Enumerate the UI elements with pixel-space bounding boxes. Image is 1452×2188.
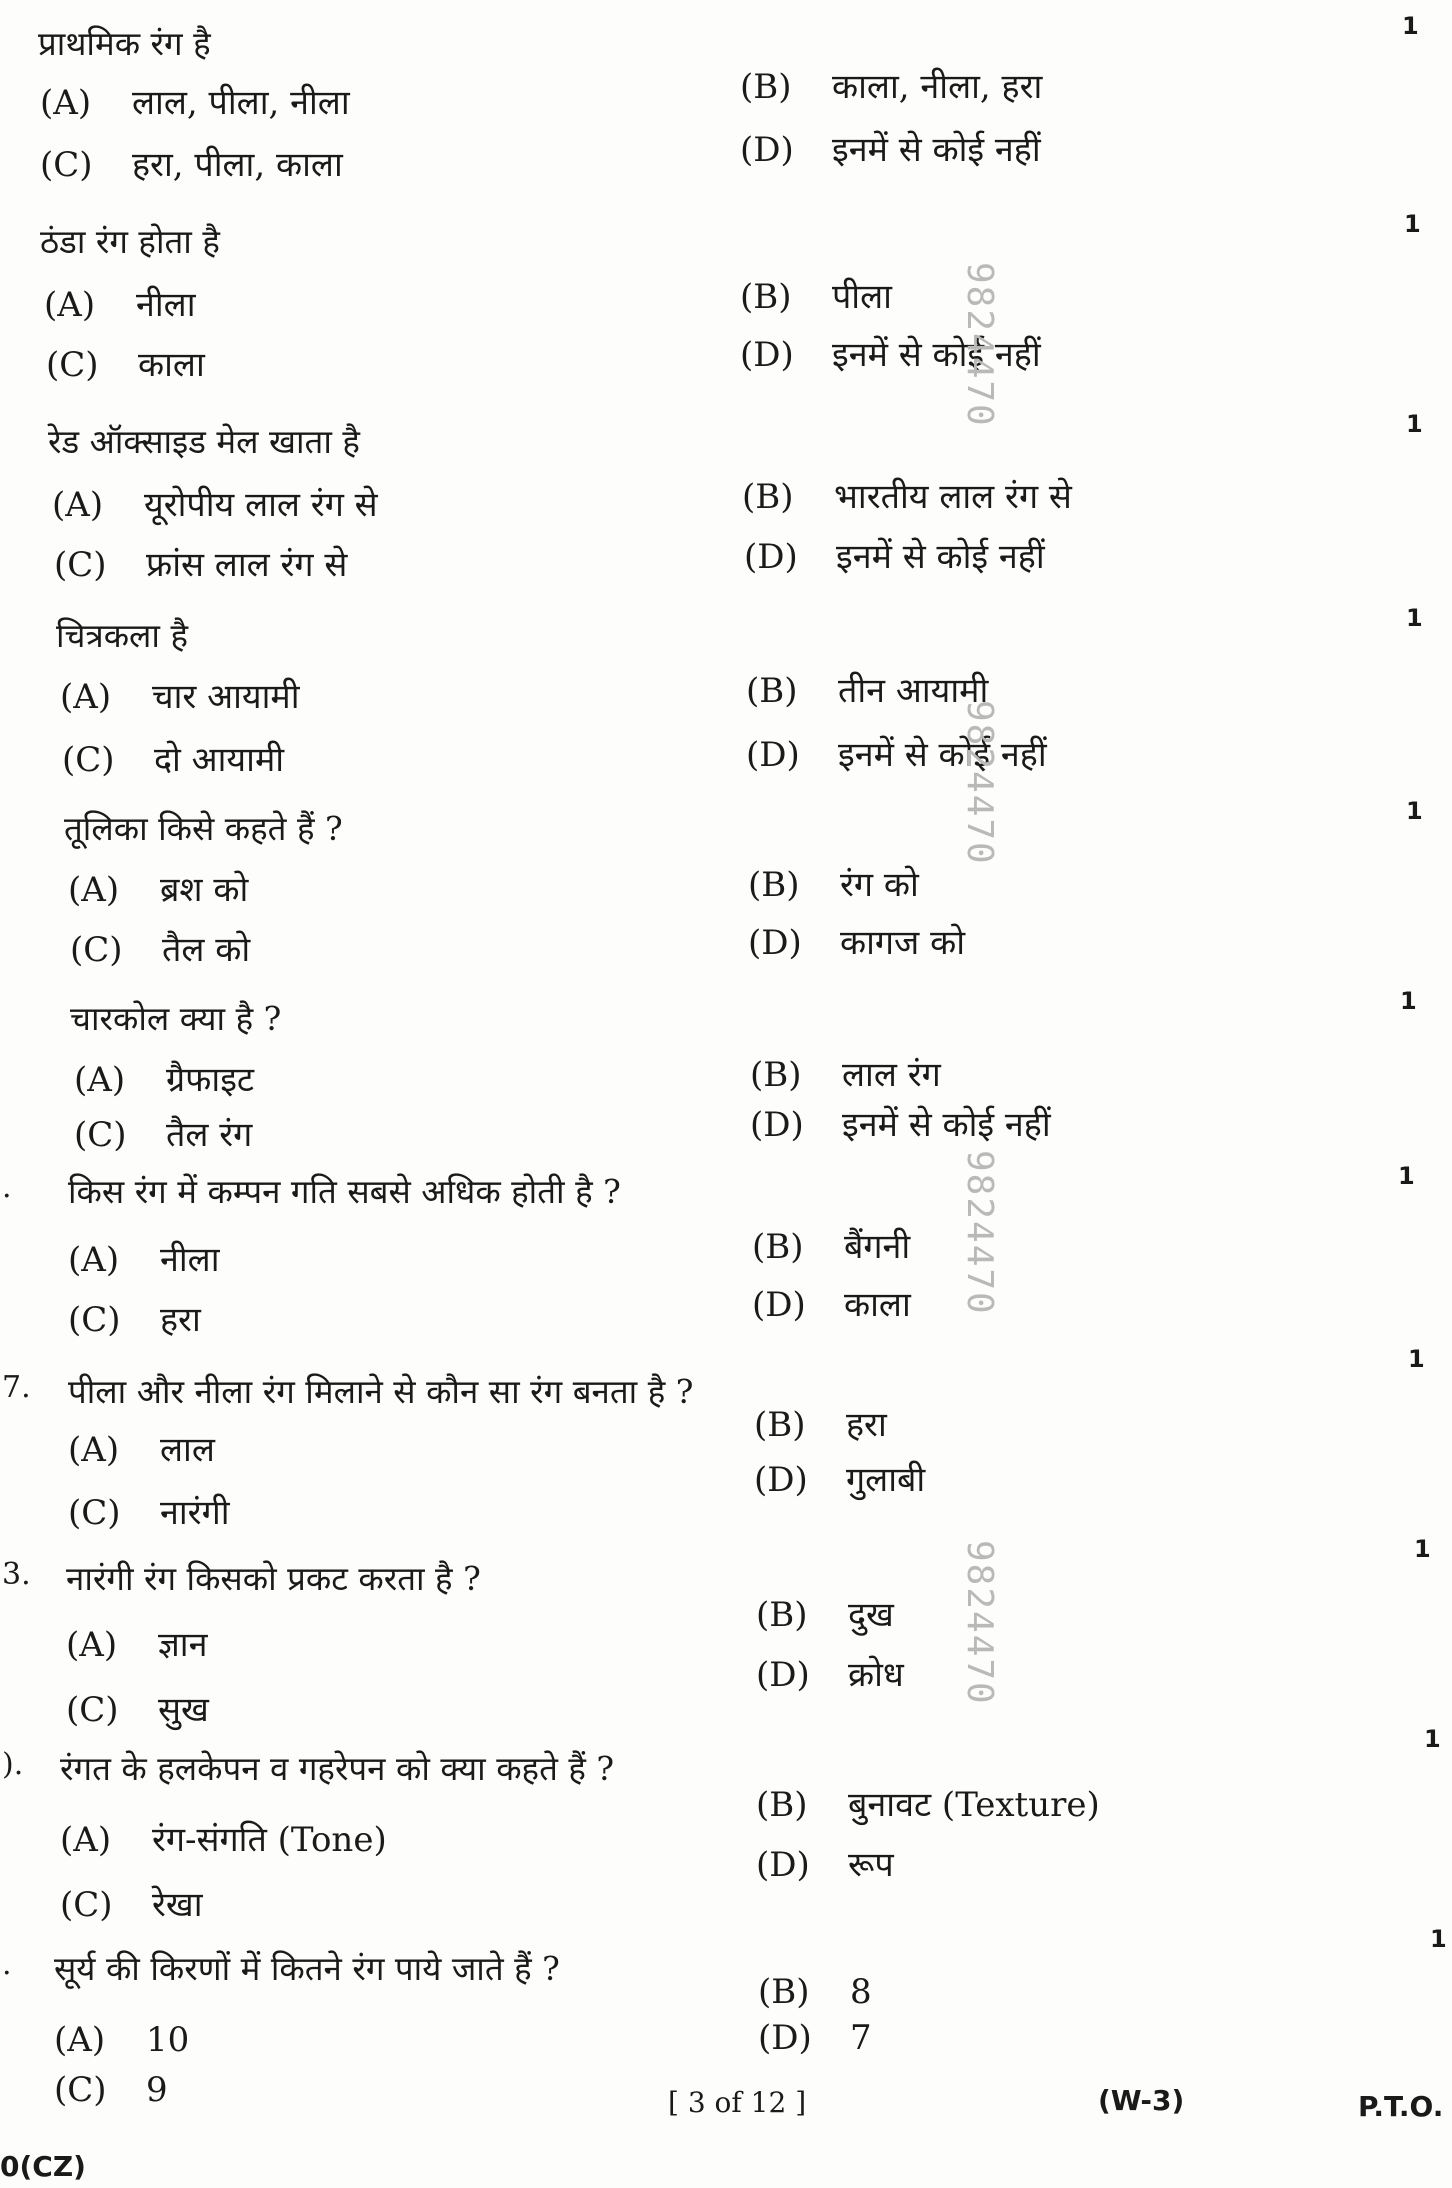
option-a [68, 1235, 220, 1281]
question-number: . [2, 1170, 12, 1205]
watermark-stamp: 9824470 [959, 1150, 1000, 1316]
option-d [758, 2018, 872, 2058]
option-label: (D) [740, 335, 794, 375]
option-text: फ्रांस लाल रंग से [146, 545, 348, 585]
option-d [754, 1455, 925, 1501]
option-label: (B) [740, 67, 792, 107]
option-text: इनमें से कोई नहीं [836, 537, 1045, 577]
option-text: काला [138, 345, 205, 385]
option-label: (D) [748, 923, 802, 963]
option-d [740, 125, 1041, 171]
option-c [54, 540, 347, 586]
option-text: तैल को [162, 930, 251, 970]
option-text: बैंगनी [844, 1227, 911, 1267]
question-number: 3. [2, 1557, 31, 1592]
option-text: काला, नीला, हरा [832, 67, 1043, 107]
option-text: नारंगी [160, 1493, 230, 1533]
option-label: (D) [754, 1460, 808, 1500]
question-marks: 1 [1400, 987, 1417, 1015]
option-a [40, 78, 350, 124]
option-text: नीला [136, 285, 196, 325]
option-c [70, 925, 250, 971]
option-text: क्रोध [848, 1655, 904, 1695]
option-label: (C) [68, 1493, 121, 1533]
option-label: (B) [756, 1785, 808, 1825]
option-label: (B) [758, 1972, 810, 2012]
option-label: (B) [752, 1227, 804, 1267]
option-c [54, 2070, 168, 2110]
option-label: (B) [750, 1055, 802, 1095]
question-number: ). [2, 1747, 24, 1782]
option-text: काला [844, 1285, 911, 1325]
option-c [68, 1295, 201, 1341]
option-label: (D) [746, 735, 800, 775]
question-text: तूलिका किसे कहते हैं ? [64, 809, 343, 848]
question-marks: 1 [1406, 604, 1423, 632]
option-label: (C) [54, 545, 107, 585]
option-a [74, 1055, 254, 1101]
option-text: ज्ञान [158, 1625, 208, 1665]
question-text: सूर्य की किरणों में कितने रंग पाये जाते हैं ? [54, 1949, 560, 1988]
option-label: (D) [758, 2018, 812, 2058]
option-text: हरा, पीला, काला [132, 145, 343, 185]
option-label: (C) [70, 930, 123, 970]
question-marks: 1 [1406, 410, 1423, 438]
option-text: 8 [850, 1972, 872, 2012]
option-label: (A) [44, 285, 96, 325]
option-d [752, 1280, 911, 1326]
option-label: (D) [740, 130, 794, 170]
watermark-stamp: 9824470 [959, 262, 1000, 428]
option-label: (A) [60, 1820, 112, 1860]
option-text: हरा [846, 1405, 887, 1445]
option-a [52, 480, 378, 526]
option-text: पीला [832, 277, 892, 317]
question-marks: 1 [1398, 1162, 1415, 1190]
option-text: ब्रश को [160, 870, 249, 910]
question-text: चारकोल क्या है ? [70, 999, 282, 1038]
option-text: चार आयामी [152, 677, 300, 717]
option-text: गुलाबी [846, 1460, 926, 1500]
option-label: (D) [756, 1845, 810, 1885]
question-marks: 1 [1406, 797, 1423, 825]
question-marks: 1 [1402, 12, 1419, 40]
option-text: बुनावट (Texture) [848, 1785, 1100, 1825]
option-d [746, 730, 1047, 776]
option-label: (A) [68, 1430, 120, 1470]
option-text: तैल रंग [166, 1115, 253, 1155]
option-label: (C) [60, 1885, 113, 1925]
option-label: (B) [740, 277, 792, 317]
option-d [744, 532, 1045, 578]
option-a [68, 1425, 215, 1471]
option-d [756, 1840, 894, 1886]
option-text: इनमें से कोई नहीं [832, 335, 1041, 375]
question-text: प्राथमिक रंग है [38, 24, 211, 63]
option-label: (A) [40, 83, 92, 123]
option-label: (D) [750, 1105, 804, 1145]
option-b [740, 272, 892, 318]
option-label: (B) [748, 865, 800, 905]
option-label: (A) [66, 1625, 118, 1665]
question-marks: 1 [1430, 1925, 1447, 1953]
option-text: 9 [146, 2070, 168, 2110]
question-text: ठंडा रंग होता है [40, 222, 220, 261]
option-label: (B) [742, 477, 794, 517]
option-label: (D) [744, 537, 798, 577]
option-a [66, 1620, 207, 1666]
option-label: (A) [68, 870, 120, 910]
option-label: (A) [60, 677, 112, 717]
option-c [68, 1488, 230, 1534]
option-text: रंग-संगति (Tone) [152, 1820, 387, 1860]
option-label: (C) [66, 1690, 119, 1730]
option-text: इनमें से कोई नहीं [832, 130, 1041, 170]
option-text: रंग को [840, 865, 919, 905]
option-text: 10 [146, 2020, 190, 2060]
option-label: (C) [62, 740, 115, 780]
option-label: (C) [74, 1115, 127, 1155]
option-c [46, 340, 205, 386]
option-label: (B) [756, 1595, 808, 1635]
option-label: (B) [754, 1405, 806, 1445]
option-text: नीला [160, 1240, 220, 1280]
option-text: दुख [848, 1595, 894, 1635]
option-b [756, 1780, 1100, 1826]
option-a [60, 672, 300, 718]
option-b [756, 1590, 894, 1636]
option-text: भारतीय लाल रंग से [834, 477, 1072, 517]
option-text: तीन आयामी [838, 671, 989, 711]
option-c [62, 735, 284, 781]
page-number: [ 3 of 12 ] [668, 2086, 807, 2119]
option-text: इनमें से कोई नहीं [838, 735, 1047, 775]
option-text: 7 [850, 2018, 872, 2058]
option-label: (A) [52, 485, 104, 525]
watermark-stamp: 9824470 [959, 1540, 1000, 1706]
option-c [40, 140, 343, 186]
option-label: (A) [68, 1240, 120, 1280]
option-b [754, 1400, 887, 1446]
question-text: रंगत के हलकेपन व गहरेपन को क्या कहते हैं ? [60, 1749, 615, 1788]
option-label: (C) [68, 1300, 121, 1340]
option-label: (A) [74, 1060, 126, 1100]
option-b [746, 666, 988, 712]
option-b [748, 860, 919, 906]
option-text: रेखा [152, 1885, 203, 1925]
option-a [44, 280, 196, 326]
option-b [750, 1050, 941, 1096]
option-b [742, 472, 1072, 518]
option-c [66, 1685, 209, 1731]
option-label: (C) [46, 345, 99, 385]
question-text: चित्रकला है [56, 616, 188, 655]
question-text: किस रंग में कम्पन गति सबसे अधिक होती है ? [68, 1172, 621, 1211]
option-text: लाल, पीला, नीला [132, 83, 350, 123]
option-c [60, 1880, 203, 1926]
watermark-stamp: 9824470 [959, 700, 1000, 866]
option-text: सुख [158, 1690, 209, 1730]
option-c [74, 1110, 252, 1156]
option-label: (C) [40, 145, 93, 185]
option-b [740, 62, 1042, 108]
option-b [758, 1972, 872, 2012]
pto-label: P.T.O. [1358, 2090, 1444, 2123]
option-text: ग्रैफाइट [166, 1060, 255, 1100]
option-a [68, 865, 248, 911]
paper-code: (W-3) [1098, 2084, 1185, 2117]
option-text: इनमें से कोई नहीं [842, 1105, 1051, 1145]
option-text: लाल [160, 1430, 215, 1470]
option-label: (A) [54, 2020, 106, 2060]
option-d [750, 1100, 1051, 1146]
question-marks: 1 [1424, 1725, 1441, 1753]
question-marks: 1 [1404, 210, 1421, 238]
option-text: रूप [848, 1845, 894, 1885]
option-a [54, 2020, 189, 2060]
option-label: (D) [752, 1285, 806, 1325]
option-text: कागज को [840, 923, 966, 963]
question-text: पीला और नीला रंग मिलाने से कौन सा रंग बनता है ? [68, 1372, 694, 1411]
option-label: (C) [54, 2070, 107, 2110]
option-label: (B) [746, 671, 798, 711]
question-text: नारंगी रंग किसको प्रकट करता है ? [66, 1559, 481, 1598]
question-marks: 1 [1408, 1345, 1425, 1373]
option-text: दो आयामी [154, 740, 285, 780]
option-label: (D) [756, 1655, 810, 1695]
question-text: रेड ऑक्साइड मेल खाता है [48, 422, 360, 461]
series-code: 0(CZ) [0, 2150, 86, 2183]
question-marks: 1 [1414, 1535, 1431, 1563]
question-number: 7. [2, 1370, 31, 1405]
question-number: . [2, 1947, 12, 1982]
option-text: हरा [160, 1300, 201, 1340]
option-text: लाल रंग [842, 1055, 941, 1095]
option-b [752, 1222, 910, 1268]
option-a [60, 1815, 387, 1861]
option-text: यूरोपीय लाल रंग से [144, 485, 378, 525]
option-d [748, 918, 965, 964]
option-d [756, 1650, 904, 1696]
